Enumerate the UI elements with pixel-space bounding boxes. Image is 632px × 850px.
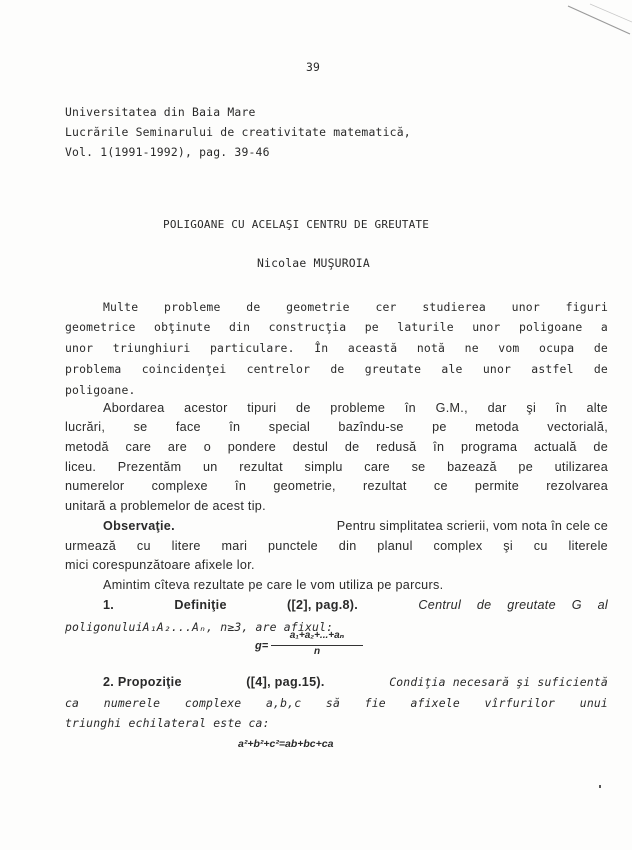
propozitie-line2: ca numerele complexe a,b,c să fie afixele vîrfurilor unui: [65, 696, 608, 710]
page-number: 39: [306, 60, 321, 74]
para1-line5: poligoane.: [65, 383, 136, 397]
para2-line5: numerelor complexe în geometrie, rezultat ce permite rezolvarea: [65, 479, 608, 493]
para1-line1: Multe probleme de geometrie cer studierea unor figuri: [103, 300, 608, 314]
header-volume: Vol. 1(1991-1992), pag. 39-46: [65, 145, 270, 159]
formula-lhs: g=: [255, 640, 269, 652]
paper-title: POLIGOANE CU ACELAŞI CENTRU DE GREUTATE: [163, 218, 430, 231]
amintim-line: Amintim cîteva rezultate pe care le vom utiliza pe parcurs.: [103, 578, 444, 592]
observatie-line1: [103, 519, 608, 533]
observatie-label: Observaţie.: [103, 519, 175, 533]
para2-line2: lucrări, se face în special bazîndu-se pe metoda vectorială,: [65, 420, 608, 434]
propozitie-line3: triunghi echilateral este ca:: [65, 716, 270, 730]
para1-line3: unor triunghiuri particulare. În această notă ne vom ocupa de: [65, 341, 608, 355]
propozitie-label: 2. Propoziţie: [103, 675, 182, 689]
propozitie-line1: [103, 675, 608, 689]
scan-dot-artifact: [599, 785, 601, 788]
definitie-line1: [103, 598, 608, 612]
observatie-line2: urmează cu litere mari punctele din planul complex şi cu literele: [65, 539, 608, 553]
formula-numerator: a₁+a₂+...+aₙ: [289, 630, 345, 641]
definitie-text: Centrul de greutate G al: [418, 598, 608, 612]
propozitie-ref: ([4], pag.15).: [246, 675, 325, 689]
definitie-label: Definiţie: [174, 598, 227, 612]
para2-line6: unitară a problemelor de acest tip.: [65, 499, 266, 513]
para2-line3: metodă care are o pondere destul de redusă în programa actuală de: [65, 440, 608, 454]
para1-line2: geometrice obţinute din construcţia pe laturile unor poligoane a: [65, 320, 608, 334]
observatie-text: Pentru simplitatea scrierii, vom nota în cele ce: [336, 519, 608, 533]
definitie-line2: poligonuluiA₁A₂...Aₙ, n≥3, are afixul:: [65, 620, 334, 634]
header-university: Universitatea din Baia Mare: [65, 105, 256, 119]
formula-denominator: n: [313, 646, 321, 657]
formula-centroid: [255, 630, 375, 664]
propozitie-text: Condiţia necesară şi suficientă: [389, 675, 608, 689]
author: Nicolae MUŞUROIA: [257, 256, 370, 270]
para1-line4: problema coincidenţei centrelor de greutate ale unor astfel de: [65, 362, 608, 376]
definitie-number: 1.: [103, 598, 115, 612]
definitie-ref: ([2], pag.8).: [287, 598, 359, 612]
scan-corner-artifact: [560, 0, 632, 40]
observatie-line3: mici corespunzătoare afixele lor.: [65, 558, 255, 572]
formula-equilateral: a²+b²+c²=ab+bc+ca: [238, 738, 334, 750]
para2-line1: Abordarea acestor tipuri de probleme în G.M., dar şi în alte: [103, 401, 608, 415]
header-seminar: Lucrările Seminarului de creativitate matematică,: [65, 125, 411, 139]
para2-line4: liceu. Prezentăm un rezultat simplu care se bazează pe utilizarea: [65, 460, 608, 474]
